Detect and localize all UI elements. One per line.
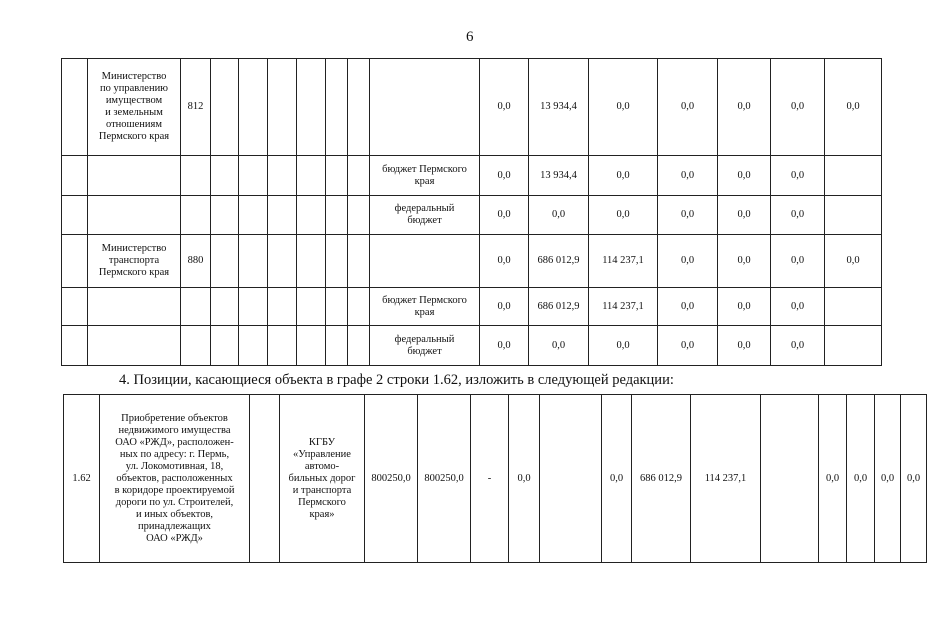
empty-cell [62,235,88,288]
value-cell: 0,0 [825,59,882,156]
organization-code: 880 [181,235,211,288]
table-row [62,59,882,156]
value-cell: 0,0 [718,59,771,156]
value-cell [825,326,882,366]
value-cell: 0,0 [718,156,771,196]
organization-code: 812 [181,59,211,156]
value-cell: 0,0 [480,156,529,196]
empty-cell [268,235,297,288]
value-cell: 0,0 [658,288,718,326]
value-cell: 0,0 [589,326,658,366]
value-cell: 0,0 [771,196,825,235]
empty-cell [348,156,370,196]
value-cell [825,196,882,235]
funding-source: бюджет Пермского края [370,156,480,196]
value-cell: 0,0 [819,395,847,563]
value-cell: 13 934,4 [529,59,589,156]
empty-cell [326,196,348,235]
value-cell: 686 012,9 [529,235,589,288]
empty-cell [348,196,370,235]
empty-cell [239,156,268,196]
empty-cell [761,395,819,563]
empty-cell [268,196,297,235]
value-cell: 0,0 [718,235,771,288]
value-cell: 686 012,9 [632,395,691,563]
organization-name: Министерство транспорта Пермского края [88,235,181,288]
empty-cell [326,59,348,156]
empty-cell [268,288,297,326]
value-cell: 0,0 [658,196,718,235]
value-cell: 0,0 [658,235,718,288]
empty-cell [326,156,348,196]
empty-cell [268,156,297,196]
organization-name [88,288,181,326]
empty-cell [540,395,602,563]
row-number: 1.62 [64,395,100,563]
empty-cell [348,235,370,288]
table-row [62,156,882,196]
empty-cell [239,235,268,288]
empty-cell [297,288,326,326]
empty-cell [250,395,280,563]
value-cell: 0,0 [771,326,825,366]
value-cell: 0,0 [771,156,825,196]
empty-cell [268,59,297,156]
organization-code [181,288,211,326]
dash-cell: - [471,395,509,563]
value-cell: 0,0 [718,288,771,326]
value-cell: 0,0 [589,156,658,196]
empty-cell [62,196,88,235]
empty-cell [62,326,88,366]
object-table [63,394,927,563]
empty-cell [239,326,268,366]
cost-cell: 800250,0 [418,395,471,563]
table-row [62,196,882,235]
funding-source: бюджет Пермского края [370,288,480,326]
paragraph-item-4: 4. Позиции, касающиеся объекта в графе 2 строки 1.62, изложить в следующей редакции: [119,372,674,388]
value-cell: 0,0 [658,156,718,196]
empty-cell [239,196,268,235]
empty-cell [326,235,348,288]
table-row [62,235,882,288]
empty-cell [297,156,326,196]
value-cell: 686 012,9 [529,288,589,326]
value-cell: 0,0 [602,395,632,563]
value-cell: 0,0 [529,196,589,235]
organization-name [88,326,181,366]
empty-cell [62,59,88,156]
empty-cell [239,288,268,326]
empty-cell [211,59,239,156]
empty-cell [348,288,370,326]
value-cell: 114 237,1 [589,235,658,288]
empty-cell [239,59,268,156]
value-cell: 0,0 [509,395,540,563]
value-cell: 0,0 [658,59,718,156]
organization-code [181,156,211,196]
value-cell: 114 237,1 [691,395,761,563]
organization-code [181,326,211,366]
object-name: Приобретение объектов недвижимого имущества ОАО «РЖД», расположен- ных по адресу: г. Пермь, ул. Локомотивная, 18, объектов, расположенных в коридоре проектируемой дороги по ул. Строителей, и иных объектов, принадлежащих ОАО «РЖД» [100,395,250,563]
value-cell: 0,0 [589,196,658,235]
value-cell: 0,0 [658,326,718,366]
empty-cell [297,59,326,156]
funding-source: федеральный бюджет [370,196,480,235]
value-cell: 0,0 [718,326,771,366]
value-cell: 0,0 [529,326,589,366]
empty-cell [211,196,239,235]
value-cell: 0,0 [480,235,529,288]
organization-code [181,196,211,235]
budget-table [61,58,882,366]
empty-cell [211,156,239,196]
funding-source: федеральный бюджет [370,326,480,366]
value-cell [825,156,882,196]
empty-cell [62,288,88,326]
value-cell: 0,0 [901,395,927,563]
empty-cell [297,235,326,288]
empty-cell [211,326,239,366]
table-row [62,288,882,326]
page-number: 6 [466,29,474,45]
value-cell: 0,0 [480,196,529,235]
value-cell: 0,0 [771,288,825,326]
value-cell: 13 934,4 [529,156,589,196]
value-cell: 0,0 [480,59,529,156]
value-cell: 0,0 [589,59,658,156]
organization-name [88,196,181,235]
value-cell: 0,0 [480,326,529,366]
value-cell: 0,0 [718,196,771,235]
empty-cell [211,235,239,288]
empty-cell [348,326,370,366]
customer-name: КГБУ «Управление автомо- бильных дорог и транспорта Пермского края» [280,395,365,563]
table-row [62,326,882,366]
organization-name: Министерство по управлению имуществом и земельным отношениям Пермского края [88,59,181,156]
empty-cell [297,326,326,366]
empty-cell [326,288,348,326]
value-cell: 0,0 [825,235,882,288]
empty-cell [348,59,370,156]
value-cell [825,288,882,326]
value-cell: 0,0 [480,288,529,326]
empty-cell [268,326,297,366]
value-cell: 0,0 [875,395,901,563]
funding-source [370,59,480,156]
value-cell: 0,0 [771,235,825,288]
funding-source [370,235,480,288]
cost-cell: 800250,0 [365,395,418,563]
organization-name [88,156,181,196]
empty-cell [297,196,326,235]
empty-cell [326,326,348,366]
value-cell: 0,0 [847,395,875,563]
value-cell: 114 237,1 [589,288,658,326]
empty-cell [62,156,88,196]
empty-cell [211,288,239,326]
table-row [64,395,927,563]
value-cell: 0,0 [771,59,825,156]
